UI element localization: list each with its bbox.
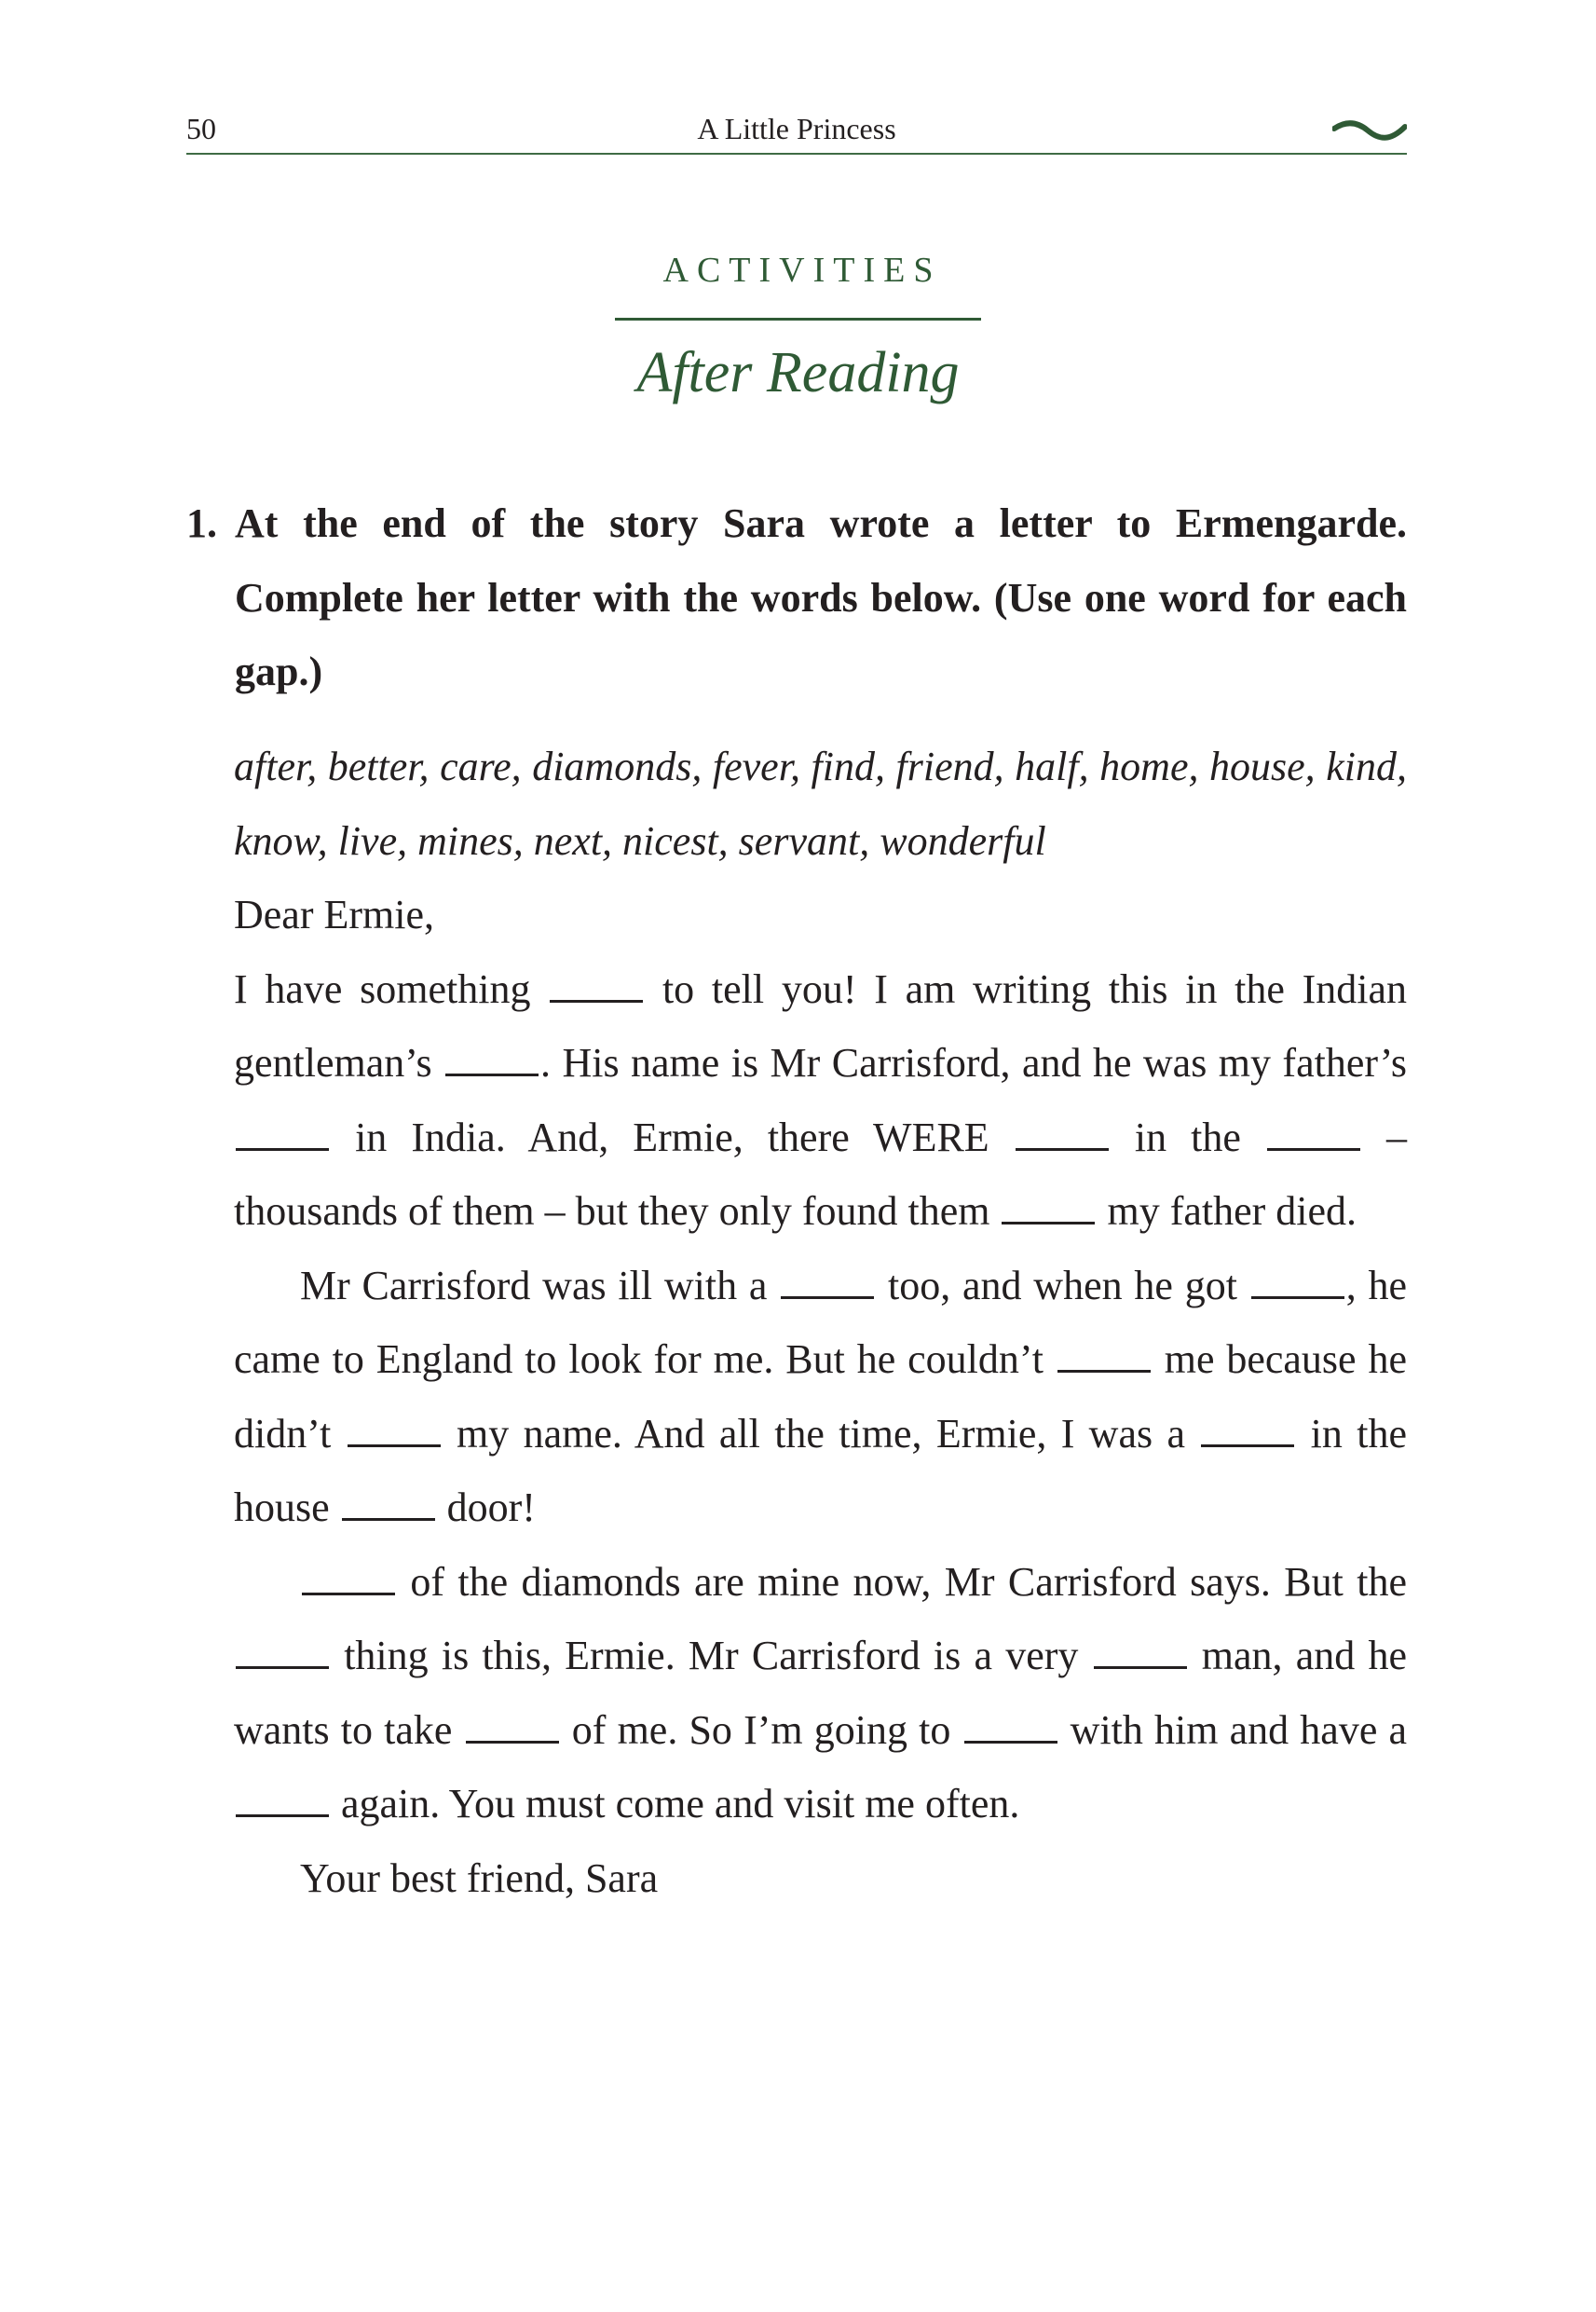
answer-gap[interactable] [1016,1120,1109,1151]
text-run: in India. And, Ermie, there WERE [355,1114,989,1160]
text-run: with him and have a [1070,1706,1408,1753]
text-run: my father died. [1107,1188,1357,1234]
swash-ornament-icon [1332,117,1407,145]
text-run: of me. So I’m going to [571,1706,951,1753]
text-run: I have something [234,965,531,1012]
text-run: – thousands of them – but they only found them [234,1114,1408,1234]
text-run: of the diamonds are mine now, Mr Carrisford says. But the [410,1558,1408,1605]
question-text: At the end of the story Sara wrote a letter to Ermengarde. Complete her letter with the words below. (Use one word for each gap.) [235,500,1407,694]
section-divider [615,318,981,321]
answer-gap[interactable] [445,1046,539,1076]
letter-greeting: Dear Ermie, [234,892,434,937]
text-run: again. You must come and visit me often. [341,1781,1020,1826]
answer-gap[interactable] [781,1268,874,1299]
text-run: my name. And all the time, Ermie, I was a [457,1410,1185,1457]
answer-gap[interactable] [1057,1342,1151,1373]
text-run: in the house [234,1410,1407,1530]
answer-gap[interactable] [348,1416,441,1447]
page-number: 50 [186,112,216,145]
section-kicker: ACTIVITIES [662,251,942,290]
answer-gap[interactable] [236,1120,329,1151]
header-rule [186,153,1407,155]
answer-gap[interactable] [236,1786,329,1817]
answer-gap[interactable] [1002,1194,1095,1224]
answer-gap[interactable] [550,972,643,1003]
exercise-letter [234,730,1407,1915]
text-run: . His name is Mr Carrisford, and he was my father’s [540,1040,1407,1086]
letter-signoff: Your best friend, Sara [300,1854,659,1901]
text-run: door! [446,1484,536,1530]
page-header [186,110,1407,158]
question-1 [186,486,1407,709]
text-run: me because he didn’t [234,1336,1407,1457]
text-run: to tell you! I am writing this in the Indian gentleman’s [234,965,1408,1086]
letter-paragraph-2 [234,1249,1407,1545]
answer-gap[interactable] [302,1565,395,1595]
answer-gap[interactable] [1094,1638,1187,1669]
answer-gap[interactable] [1267,1120,1360,1151]
text-run: man, and he wants to take [234,1633,1407,1753]
answer-gap[interactable] [964,1713,1057,1744]
letter-paragraph-1 [234,952,1407,1249]
answer-gap[interactable] [466,1713,559,1744]
answer-gap[interactable] [236,1638,329,1669]
answer-gap[interactable] [342,1490,435,1521]
text-run: too, and when he got [887,1262,1237,1308]
word-bank: after, better, care, diamonds, fever, find, friend, half, home, house, kind, know, live, mines, next, nicest, servant, wonderful [234,744,1407,864]
text-run: in the [1134,1114,1241,1160]
text-run: Mr Carrisford was ill with a [300,1262,768,1308]
letter-paragraph-3 [234,1545,1407,1841]
answer-gap[interactable] [1201,1416,1294,1447]
text-run: , he came to England to look for me. But he couldn’t [234,1262,1408,1382]
running-title: A Little Princess [697,112,896,145]
section-title: After Reading [636,341,960,404]
text-run: thing is this, Ermie. Mr Carrisford is a very [344,1633,1079,1678]
answer-gap[interactable] [1251,1268,1344,1299]
question-number: 1. [186,500,217,546]
